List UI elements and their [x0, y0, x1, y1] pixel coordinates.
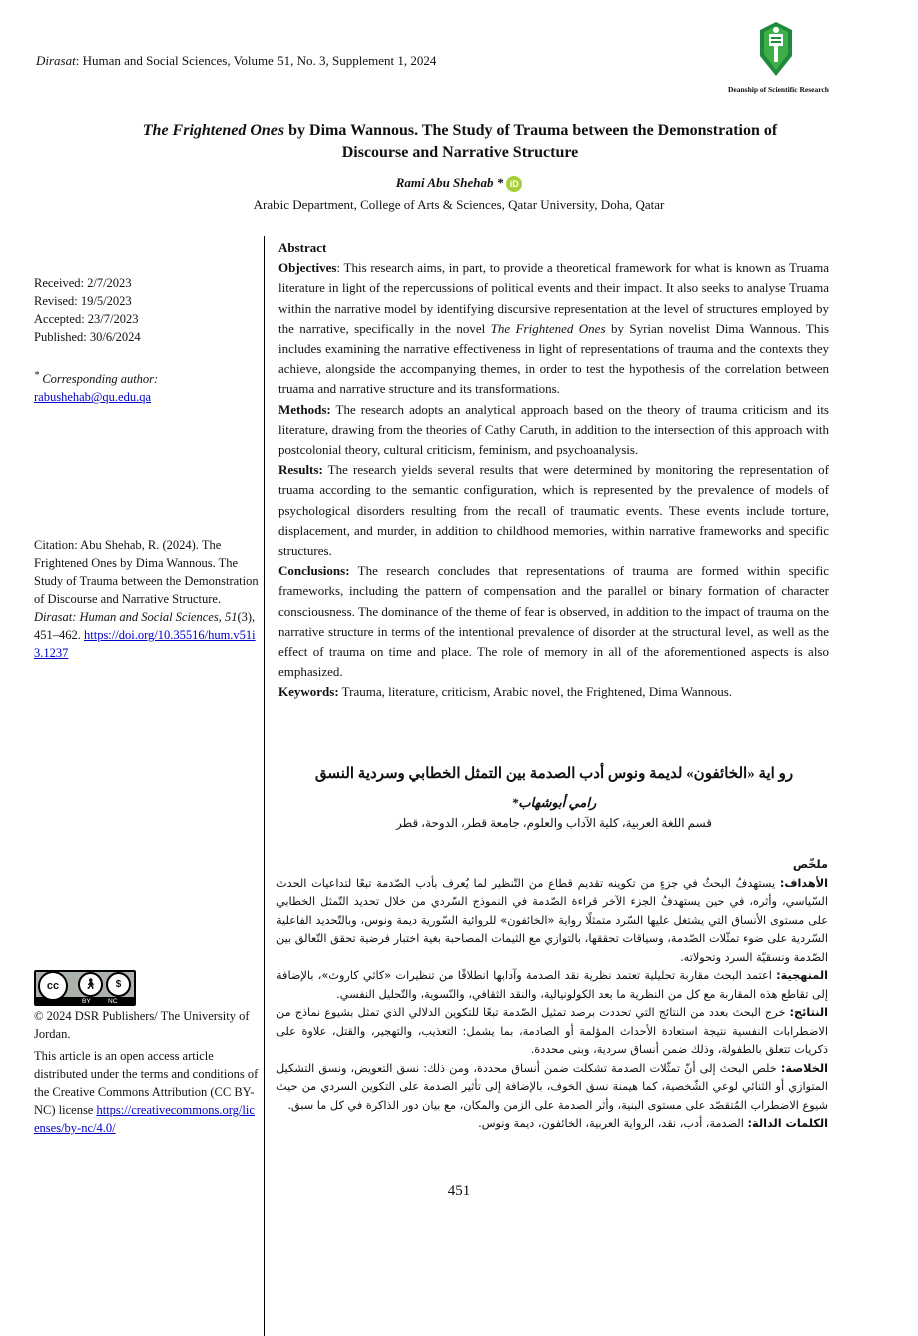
arabic-methods: المنهجية: اعتمد البحث مقاربة تحليلية تعتمد نظرية نقد الصدمة وآدابها انطلاقًا من تنظيرات «كاثي كاروث»، بالإضافة إلى تقاطع هذه المقاربة مع كل من النظرية ما بعد الكولونيالية، والنقد الثقافي، والنّسوية، والتّحليل النفسي. [276, 969, 828, 1001]
abstract-results: Results: The research yields several results that were determined by monitoring the representation of truama according to the semantic configuration, which is represented by the prevalence of models of psychological disorders resulting from the recall of traumatic events. These events include torture, displacement, and murder, in addition to childhood memories, within narrative frameworks and specific structures. [278, 462, 829, 559]
abstract-conclusions: Conclusions: The research concludes that representations of trauma are formed within specific frameworks, including the pattern of compensation and the parallel or binary formation of character consciousness. The dominance of the theme of fear is observed, in addition to the impact of trauma on the narrative structure in terms of the intentional prevalence of disorder at the structural level, as well as the effect of trauma on time and place. The role of memory in all of the aforementioned aspects is also emphasized. [278, 563, 829, 680]
copyright-notice: © 2024 DSR Publishers/ The University of Jordan. [34, 1009, 250, 1041]
noncommercial-icon: $ [106, 972, 131, 997]
citation-text: Citation: Abu Shehab, R. (2024). The Frightened Ones by Dima Wannous. The Study of Trauma between the Demonstration of Discourse and Narrative Structure. [34, 538, 259, 606]
column-divider [264, 236, 265, 1336]
english-abstract [278, 238, 829, 703]
citation-issue-pages: (3), 451–462. [34, 610, 256, 642]
abstract-objectives: Objectives: This research aims, in part, to provide a theoretical framework for what is known as Truama literature in light of the repercussions of political events and their impact. It also seeks to analyse Truama within the narrative model by identifying discursive representation at the level of structures employed by the narrative, specifically in the novel The Frightened Ones by Syrian novelist Dima Wannous. This includes examining the narrative effectiveness in light of representations of trauma and the contexts they achieve, alongside the accompanying themes, in order to test the hypothesis of the correlation between truama and narrative structure and its transformations. [278, 260, 830, 397]
page-number: 451 [447, 1183, 471, 1199]
arabic-conclusions: الخلاصة: خلص البحث إلى أنّ تمثّلات الصدمة تشكلت ضمن أنساق محددة، ومن ذلك: نسق التعويض، ونسق التشكيل المتوازي أو الثنائي لوعي الشّخصية، كما هيمنة نسق الخوف، بالإضافة إلى تأثير الصدمة على التكوين السردي من حيث شيوع الاضطراب المُتقصّد على مستوى البنية، وأثر الصدمة على الزمن والمكان، مع بيان دور الذاكرة في كل ما سبق. [276, 1061, 828, 1112]
arabic-affiliation: قسم اللغة العربية، كلية الآداب والعلوم، جامعة قطر، الدوحة، قطر [395, 816, 713, 830]
journal-name: Dirasat [36, 53, 76, 68]
license-text: This article is an open access article distributed under the terms and conditions of the Creative Commons Attribution (CC BY-NC) license [34, 1049, 259, 1117]
arabic-abstract-heading: ملخّص [792, 858, 828, 871]
arabic-keywords: الكلمات الدالة: الصدمة، أدب، نقد، الرواية العربية، الخائفون، ديمة ونوس. [478, 1117, 828, 1130]
orcid-icon[interactable]: iD [506, 176, 522, 192]
cc-icon: cc [38, 971, 68, 1001]
corresponding-asterisk: * [34, 370, 40, 381]
title-line-2: Discourse and Narrative Structure [341, 144, 579, 161]
attribution-person-icon: 🚶︎ [78, 972, 103, 997]
arabic-objectives: الأهداف: يستهدفُ البحثُ في جزءٍ من تكوينه تقديم قطاع من التّنظير لما يُعرف بأدب الصّدمة تبعًا لتداعيات الحدث السّياسي، وأثره، في حين يستهدفُ الجزء الآخر قراءة الصّدمة في النموذج السّردي من خلال تحديد التّمثل الخطابي على مستوى الأنساق التي يشتغل عليها السّرد متمثلًا رواية «الخائفون» للروائية السّورية ديمة ونوس، وبالتّحديد الفاعلية السّردية على ضوء تمثّلات الصّدمة، وسياقات تحققها، بالتوازي مع الثيمات المصاحبة بغية اختبار فرضية تحقق التّعالق بين الصّدمة ونسقيّة السرد وتحولاته. [276, 876, 828, 964]
deanship-logo [728, 20, 829, 94]
author-line [0, 175, 918, 192]
author-affiliation: Arabic Department, College of Arts & Sciences, Qatar University, Doha, Qatar [253, 197, 665, 212]
author-name: Rami Abu Shehab [395, 175, 494, 190]
cc-by-nc-badge[interactable] [34, 970, 136, 1006]
logo-label: Deanship of Scientific Research [728, 85, 829, 94]
revised-date: Revised: 19/5/2023 [34, 294, 132, 308]
corresponding-mark: * [493, 175, 504, 190]
cc-nc-label: NC [108, 998, 118, 1005]
abstract-keywords: Keywords: Trauma, literature, criticism, Arabic novel, the Frightened, Dima Wannous. [278, 684, 732, 700]
license-url-link[interactable]: https://creativecommons.org/licenses/by-nc/4.0/ [34, 1103, 255, 1135]
received-date: Received: 2/7/2023 [34, 276, 132, 290]
citation-journal: Dirasat: Human and Social Sciences, 51 [34, 610, 238, 624]
title-novel-name: The Frightened Ones [142, 122, 285, 139]
corresponding-author [34, 367, 259, 406]
arabic-author: رامي أبوشهاب* [511, 795, 597, 810]
title-line-1: by Dima Wannous. The Study of Trauma between the Demonstration of [284, 122, 778, 139]
cc-by-label: BY [82, 998, 91, 1005]
citation-block [34, 536, 259, 662]
published-date: Published: 30/6/2024 [34, 330, 141, 344]
corresponding-label: Corresponding author: [39, 372, 159, 387]
article-dates [34, 274, 259, 346]
arabic-title: رو اية «الخائفون» لديمة ونوس أدب الصدمة بين التمثل الخطابي وسردية النسق [314, 766, 794, 782]
university-emblem-icon [756, 20, 796, 78]
journal-volume-info: : Human and Social Sciences, Volume 51, No. 3, Supplement 1, 2024 [75, 53, 437, 68]
doi-link[interactable]: https://doi.org/10.35516/hum.v51i3.1237 [34, 628, 256, 660]
article-title [60, 120, 860, 164]
arabic-abstract [276, 856, 828, 1134]
license-notice [34, 1047, 259, 1137]
accepted-date: Accepted: 23/7/2023 [34, 312, 139, 326]
author-email-link[interactable]: rabushehab@qu.edu.qa [34, 390, 152, 405]
arabic-results: النتائج: خرج البحث بعدد من النتائج التي تحددت برصد تمثيل الصّدمة تبعًا للتكوين الدلالي الذي تمثل بشيوع نماذج من الاضطرابات النفسية نتيجة استعادة الأحداث المؤلمة أو الصادمة، بما يشمل: التعذيب، والتهجير، والقتل، علاوة على ذكريات تتعلق بالطفولة، وذلك ضمن أنساق سردية، وبنى محددة. [276, 1006, 828, 1056]
abstract-methods: Methods: The research adopts an analytical approach based on the theory of trauma criticism and its literature, drawing from the theories of Cathy Caruth, in addition to the intersection of this approach with postcolonial theory, cultural criticism, feminism, and psychoanalysis. [278, 401, 829, 458]
abstract-heading: Abstract [278, 240, 327, 255]
journal-citation-line [36, 53, 436, 69]
